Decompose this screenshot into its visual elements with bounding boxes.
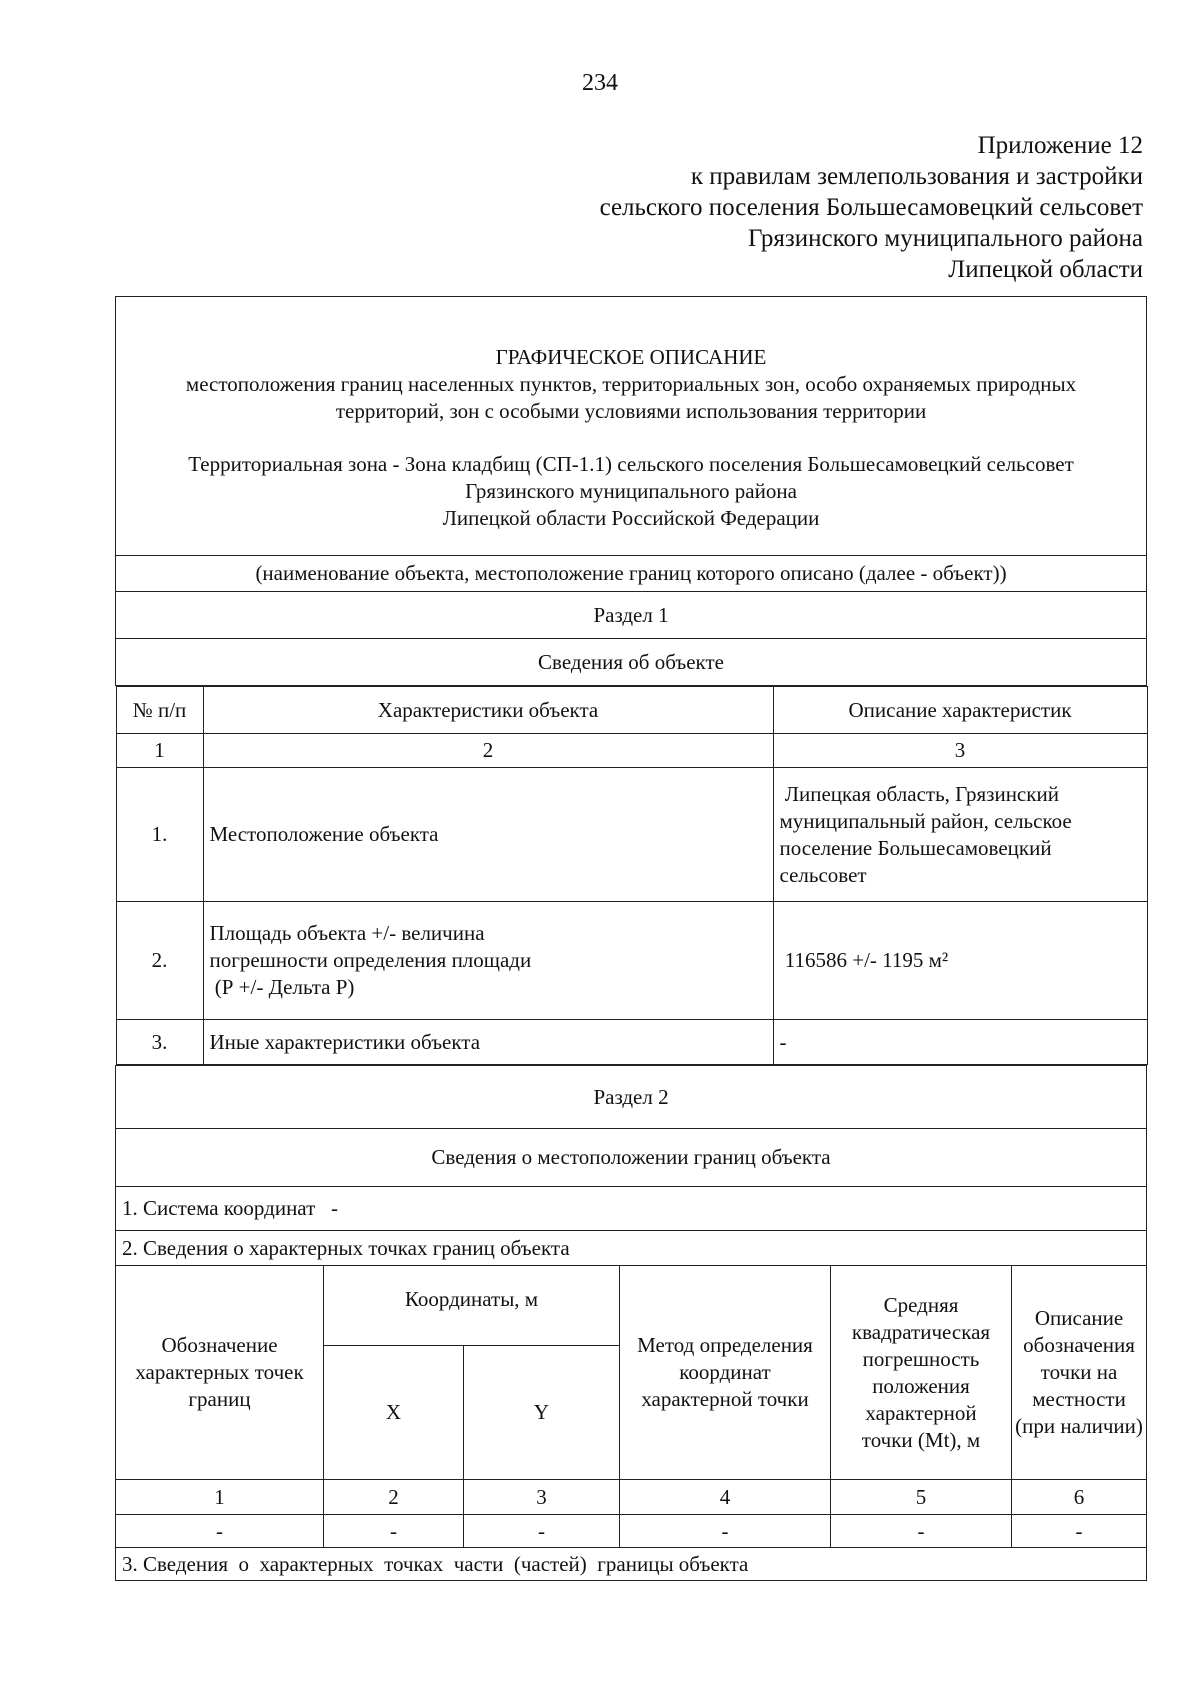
- parts-title: 3. Сведения о характерных точках части (частей) границы объекта: [116, 1548, 1147, 1581]
- table-cell: -: [464, 1515, 620, 1548]
- col-method-header: Метод определения координат характерной точки: [620, 1266, 831, 1480]
- column-number: 2: [203, 734, 773, 768]
- column-header: Описание характеристик: [773, 687, 1147, 734]
- section2-title: Раздел 2: [116, 1066, 1147, 1129]
- object-name: Липецкой области Российской Федерации: [442, 506, 820, 530]
- column-header: № п/п: [116, 687, 203, 734]
- characteristic-name: Иные характеристики объекта: [203, 1020, 773, 1065]
- table-row: [116, 1515, 1147, 1548]
- row-number: 2.: [116, 902, 203, 1020]
- section2-subtitle: Сведения о местоположении границ объекта: [116, 1129, 1147, 1187]
- annex-line: Приложение 12: [977, 132, 1143, 159]
- document-subtitle: территорий, зон с особыми условиями использования территории: [335, 399, 927, 423]
- table-cell: -: [116, 1515, 324, 1548]
- table-cell: -: [324, 1515, 464, 1548]
- characteristic-description: Липецкая область, Грязинский муниципальный район, сельское поселение Большесамовецкий сельсовет: [773, 768, 1147, 902]
- coordinate-system: 1. Система координат -: [116, 1187, 1147, 1231]
- col-error-header: Средняя квадратическая погрешность положения характерной точки (Mt), м: [831, 1266, 1012, 1480]
- column-number: 1: [116, 1480, 324, 1515]
- column-number: 4: [620, 1480, 831, 1515]
- column-number: 2: [324, 1480, 464, 1515]
- document-subtitle: местоположения границ населенных пунктов, территориальных зон, особо охраняемых природных: [185, 372, 1077, 396]
- row-number: 1.: [116, 768, 203, 902]
- document-title: ГРАФИЧЕСКОЕ ОПИСАНИЕ: [495, 345, 767, 369]
- column-number: 3: [464, 1480, 620, 1515]
- annex-line: сельского поселения Большесамовецкий сельсовет: [599, 194, 1143, 221]
- annex-line: Липецкой области: [948, 256, 1143, 283]
- col-x-header: X: [324, 1346, 464, 1480]
- characteristic-description: 116586 +/- 1195 м²: [773, 902, 1147, 1020]
- column-number: 6: [1012, 1480, 1147, 1515]
- row-number: 3.: [116, 1020, 203, 1065]
- points-title: 2. Сведения о характерных точках границ объекта: [116, 1231, 1147, 1266]
- col-description-header: Описание обозначения точки на местности (при наличии): [1012, 1266, 1147, 1480]
- document-header: [116, 297, 1147, 556]
- object-info-table: [116, 686, 1148, 1065]
- graphic-description-table: [115, 296, 1147, 1581]
- object-caption: (наименование объекта, местоположение границ которого описано (далее - объект)): [116, 556, 1147, 592]
- col-designation-header: Обозначение характерных точек границ: [116, 1266, 324, 1480]
- column-number: 5: [831, 1480, 1012, 1515]
- column-header: Характеристики объекта: [203, 687, 773, 734]
- annex-block: [600, 130, 1143, 285]
- table-cell: -: [831, 1515, 1012, 1548]
- characteristic-name: Площадь объекта +/- величина погрешности определения площади (Р +/- Дельта Р): [203, 902, 773, 1020]
- table-cell: -: [1012, 1515, 1147, 1548]
- section1-subtitle: Сведения об объекте: [116, 639, 1147, 686]
- section1-title: Раздел 1: [116, 592, 1147, 639]
- characteristic-description: -: [773, 1020, 1147, 1065]
- page-number: 234: [582, 70, 618, 96]
- column-number: 3: [773, 734, 1147, 768]
- annex-line: Грязинского муниципального района: [748, 225, 1143, 252]
- object-name: Грязинского муниципального района: [465, 479, 797, 503]
- column-number: 1: [116, 734, 203, 768]
- col-y-header: Y: [464, 1346, 620, 1480]
- table-row: [116, 1020, 1147, 1065]
- col-coordinates-header: Координаты, м: [324, 1266, 620, 1346]
- characteristic-name: Местоположение объекта: [203, 768, 773, 902]
- table-row: [116, 768, 1147, 902]
- object-name: Территориальная зона - Зона кладбищ (СП-1.1) сельского поселения Большесамовецкий сельсовет: [188, 452, 1074, 476]
- table-row: [116, 902, 1147, 1020]
- annex-line: к правилам землепользования и застройки: [690, 163, 1143, 190]
- table-cell: -: [620, 1515, 831, 1548]
